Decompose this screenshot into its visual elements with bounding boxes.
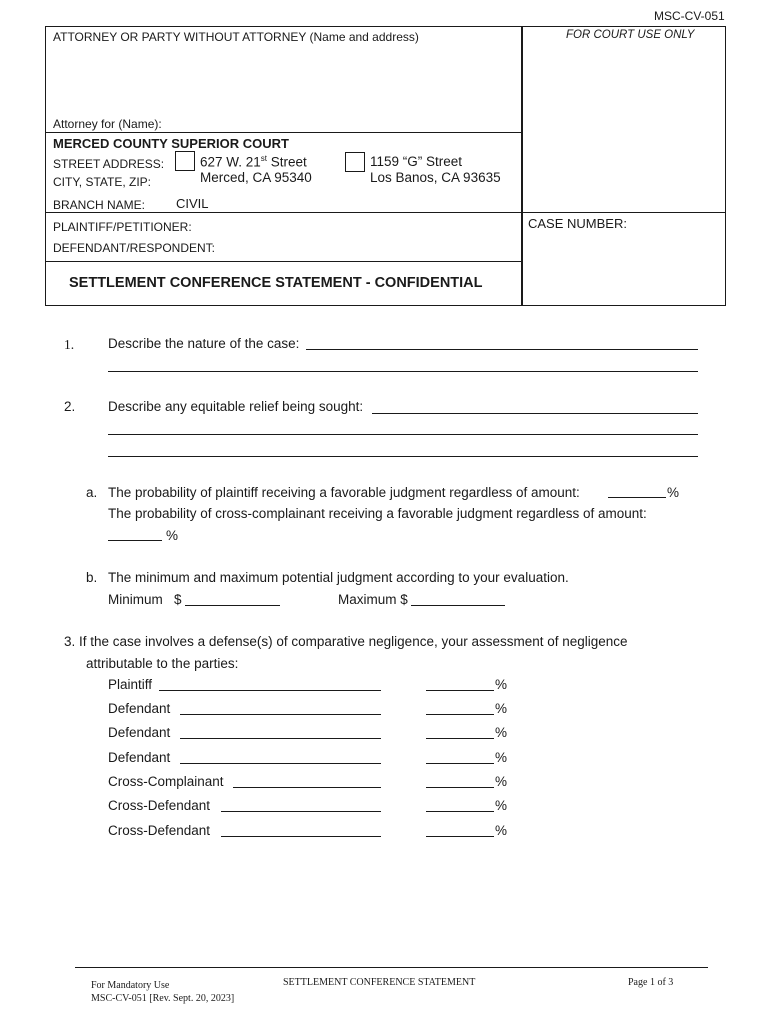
q2-number: 2. — [64, 399, 76, 414]
party-percent-field[interactable] — [426, 763, 494, 764]
q1-answer-line[interactable] — [108, 371, 698, 372]
q1-text: Describe the nature of the case: — [108, 336, 300, 351]
footer-rule — [75, 967, 708, 968]
party-label: Cross-Defendant — [108, 798, 211, 813]
court-use-label: FOR COURT USE ONLY — [566, 29, 695, 41]
percent-sign: % — [495, 677, 508, 692]
case-number-label: CASE NUMBER: — [528, 216, 627, 231]
city-state-zip-label: CITY, STATE, ZIP: — [53, 175, 152, 189]
court-use-box — [521, 26, 726, 306]
party-label: Defendant — [108, 725, 171, 740]
party-name-field[interactable] — [221, 811, 381, 812]
party-name-field[interactable] — [159, 690, 381, 691]
party-percent-field[interactable] — [426, 811, 494, 812]
attorney-label: ATTORNEY OR PARTY WITHOUT ATTORNEY (Name and address) — [53, 30, 419, 44]
qb-label: b. — [86, 570, 98, 585]
footer-page: Page 1 of 3 — [628, 977, 674, 988]
party-label: Cross-Complainant — [108, 774, 224, 789]
branch-name-value: CIVIL — [176, 196, 209, 211]
q2-answer-line[interactable] — [108, 434, 698, 435]
los-banos-street: 1159 “G” Street — [370, 154, 463, 169]
party-name-field[interactable] — [180, 714, 381, 715]
party-name-field[interactable] — [180, 738, 381, 739]
party-percent-field[interactable] — [426, 738, 494, 739]
divider-parties — [45, 212, 726, 213]
party-name-field[interactable] — [221, 836, 381, 837]
divider-court — [45, 132, 523, 133]
merced-city: Merced, CA 95340 — [200, 170, 312, 185]
cross-complainant-probability-field[interactable] — [108, 540, 162, 541]
q3-text: 3. If the case involves a defense(s) of comparative negligence, your assessment of negligence — [64, 634, 628, 649]
street-address-label: STREET ADDRESS: — [53, 157, 165, 171]
form-number: MSC-CV-051 — [654, 9, 725, 23]
percent-sign: % — [166, 528, 179, 543]
footer-mandatory: For Mandatory Use — [91, 980, 170, 991]
party-name-field[interactable] — [233, 787, 381, 788]
qb-text: The minimum and maximum potential judgment according to your evaluation. — [108, 570, 569, 585]
maximum-amount-field[interactable] — [411, 605, 505, 606]
court-name: MERCED COUNTY SUPERIOR COURT — [53, 136, 289, 151]
maximum-label: Maximum $ — [338, 592, 408, 607]
q2-answer-line[interactable] — [108, 456, 698, 457]
percent-sign: % — [495, 725, 508, 740]
minimum-label: Minimum $ — [108, 592, 182, 607]
party-label: Plaintiff — [108, 677, 153, 692]
footer-form-rev: MSC-CV-051 [Rev. Sept. 20, 2023] — [91, 993, 235, 1004]
divider-title — [45, 261, 523, 262]
party-label: Cross-Defendant — [108, 823, 211, 838]
percent-sign: % — [495, 701, 508, 716]
percent-sign: % — [495, 774, 508, 789]
branch-name-label: BRANCH NAME: — [53, 198, 146, 212]
percent-sign: % — [495, 798, 508, 813]
q2-text: Describe any equitable relief being sought: — [108, 399, 364, 414]
q2-answer-line[interactable] — [372, 413, 698, 414]
percent-sign: % — [495, 823, 508, 838]
minimum-amount-field[interactable] — [185, 605, 280, 606]
merced-street: 627 W. 21st Street — [200, 154, 307, 170]
q3-text-cont: attributable to the parties: — [86, 656, 239, 671]
party-name-field[interactable] — [180, 763, 381, 764]
footer-title: SETTLEMENT CONFERENCE STATEMENT — [283, 977, 476, 988]
qa-plaintiff-text: The probability of plaintiff receiving a favorable judgment regardless of amount: — [108, 485, 580, 500]
qa-cross-text: The probability of cross-complainant receiving a favorable judgment regardless of amount: — [108, 506, 647, 521]
party-percent-field[interactable] — [426, 714, 494, 715]
form-title: SETTLEMENT CONFERENCE STATEMENT - CONFIDENTIAL — [69, 275, 483, 291]
attorney-for-label: Attorney for (Name): — [53, 117, 162, 131]
party-percent-field[interactable] — [426, 690, 494, 691]
los-banos-location-checkbox[interactable] — [345, 152, 365, 172]
qa-label: a. — [86, 485, 98, 500]
party-percent-field[interactable] — [426, 836, 494, 837]
party-label: Defendant — [108, 701, 171, 716]
percent-sign: % — [667, 485, 680, 500]
party-label: Defendant — [108, 750, 171, 765]
q1-answer-line[interactable] — [306, 349, 698, 350]
percent-sign: % — [495, 750, 508, 765]
merced-location-checkbox[interactable] — [175, 151, 195, 171]
defendant-label: DEFENDANT/RESPONDENT: — [53, 241, 216, 255]
los-banos-city: Los Banos, CA 93635 — [370, 170, 501, 185]
plaintiff-label: PLAINTIFF/PETITIONER: — [53, 220, 192, 234]
plaintiff-probability-field[interactable] — [608, 497, 666, 498]
party-percent-field[interactable] — [426, 787, 494, 788]
q1-number: 1. — [64, 337, 75, 352]
